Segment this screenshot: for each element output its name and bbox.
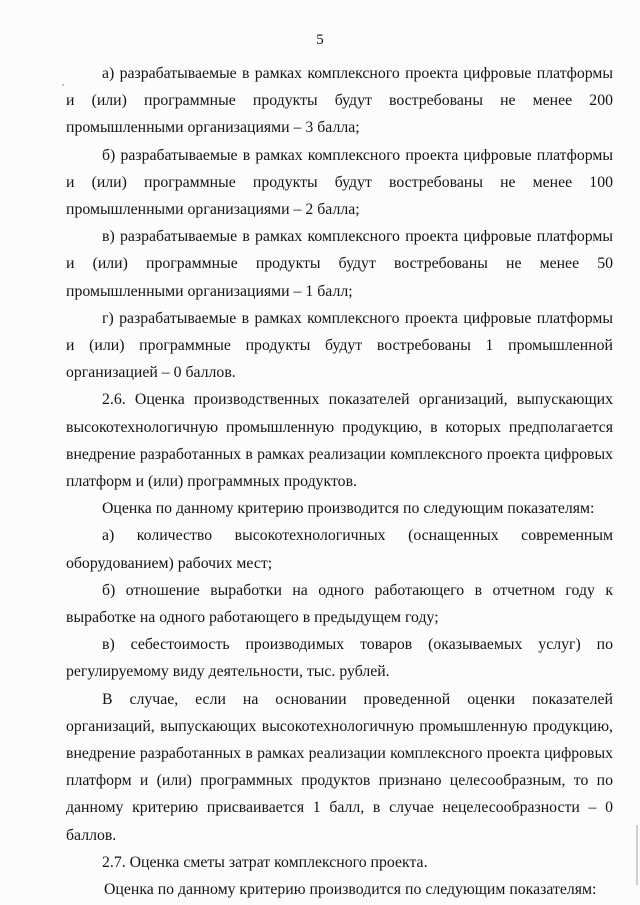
- scoring-rule-2-6: В случае, если на основании проведенной оценки показателей организаций, выпускающих высокотехнологичную промышленную продукцию, внедрение разработанных в рамках реализации комплексного проекта цифровых платформ и (или) программных продуктов признано целесообразным, то по данному критерию присваивается 1 балл, в случае нецелесообразности – 0 баллов.: [66, 690, 613, 844]
- page-number: 5: [316, 32, 324, 48]
- scan-speck: [62, 84, 64, 86]
- indicator-item-v: в) себестоимость производимых товаров (оказываемых услуг) по регулируемому виду деятельности, тыс. рублей.: [66, 636, 613, 681]
- scan-edge-mark: [636, 825, 638, 885]
- indicator-item-a: а) количество высокотехнологичных (оснащенных современным оборудованием) рабочих мест;: [66, 527, 613, 572]
- criterion-intro-2-7: Оценка по данному критерию производится по следующим показателям:: [104, 881, 597, 899]
- criterion-intro-2-6: Оценка по данному критерию производится по следующим показателям:: [102, 500, 595, 518]
- criterion-item-g-1-org: г) разрабатываемые в рамках комплексного проекта цифровые платформы и (или) программные продукты будут востребованы 1 промышленной организацией – 0 баллов.: [66, 309, 613, 382]
- document-body: [66, 60, 613, 903]
- criterion-item-v-50-orgs: в) разрабатываемые в рамках комплексного проекта цифровые платформы и (или) программные продукты будут востребованы не менее 50 промышленными организациями – 1 балл;: [66, 228, 613, 300]
- section-2-7-heading: 2.7. Оценка сметы затрат комплексного проекта.: [102, 853, 428, 871]
- criterion-item-a-200-orgs: а) разрабатываемые в рамках комплексного проекта цифровые платформы и (или) программные продукты будут востребованы не менее 200 промышленными организациями – 3 балла;: [66, 65, 613, 137]
- section-2-6-heading: 2.6. Оценка производственных показателей организаций, выпускающих высокотехнологичную промышленную продукцию, в которых предполагается внедрение разработанных в рамках реализации комплексного проекта цифровых платформ и (или) программных продуктов.: [66, 391, 613, 491]
- criterion-item-b-100-orgs: б) разрабатываемые в рамках комплексного проекта цифровые платформы и (или) программные продукты будут востребованы не менее 100 промышленными организациями – 2 балла;: [66, 146, 613, 219]
- indicator-item-b: б) отношение выработки на одного работающего в отчетном году к выработке на одного работающего в предыдущем году;: [66, 581, 613, 627]
